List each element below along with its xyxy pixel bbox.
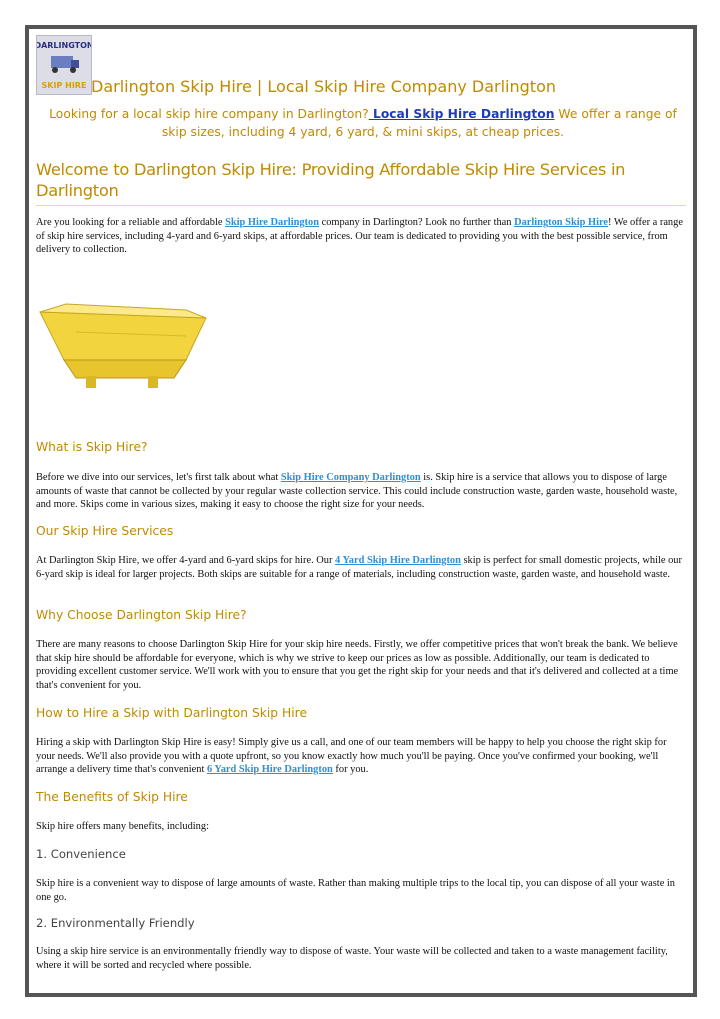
how-text-2: for you. [332, 764, 369, 776]
what-is-skip-hire-heading: What is Skip Hire? [36, 440, 148, 454]
6-yard-skip-link[interactable]: 6 Yard Skip Hire Darlington [206, 764, 333, 776]
skip-hire-company-link[interactable]: Skip Hire Company Darlington [280, 472, 421, 483]
services-heading: Our Skip Hire Services [36, 524, 174, 538]
tagline-text-end: We offer a range of skip sizes, including 4 yard, 6 yard, & mini skips, at cheap prices. [161, 107, 677, 139]
what-is-skip-hire-paragraph [36, 471, 688, 512]
why-choose-paragraph: There are many reasons to choose Darlington Skip Hire for your skip hire needs. Firstly, we offer competitive prices that won't break the bank. We believe that skip hire should be affordable for everyone, which is why we strive to keep our prices as low as possible. Additionally, our team is dedicated to providing excellent customer service. We'll work with you to ensure that you get the right skip for your needs and that it's delivered and collected at a time that's convenient for you. [36, 639, 679, 691]
logo-text-bottom: SKIP HIRE [41, 81, 87, 90]
intro-text-3: ! We offer a range of skip hire services, including 4-yard and 6-yard skips, at affordable prices. Our team is dedicated to providing you with the best possible service, from delivery to collection. [36, 217, 683, 256]
tagline-link[interactable]: Local Skip Hire Darlington [368, 107, 555, 121]
services-paragraph [36, 554, 688, 581]
logo-text-top: DARLINGTON [37, 41, 91, 50]
how-to-hire-heading: How to Hire a Skip with Darlington Skip Hire [36, 706, 308, 720]
convenience-paragraph: Skip hire is a convenient way to dispose of large amounts of waste. Rather than making multiple trips to the local tip, you can dispose of all your waste in one go. [36, 878, 675, 903]
heading-divider [36, 205, 686, 206]
what-is-text-2: is. Skip hire is a service that allows you to dispose of large amounts of waste that cannot be collected by your regular waste collection service. This could include construction waste, garden waste, household waste, and more. Skips come in various sizes, making it easy to choose the right size for your needs. [36, 472, 678, 511]
intro-text-2: company in Darlington? Look no further than [319, 217, 515, 228]
environment-paragraph: Using a skip hire service is an environmentally friendly way to dispose of waste. Your waste will be collected and taken to a waste management facility, where it will be sorted and recycled where possible. [36, 946, 668, 971]
services-text-1: At Darlington Skip Hire, we offer 4-yard and 6-yard skips for hire. Our [36, 555, 336, 566]
how-to-hire-paragraph [36, 736, 688, 777]
benefits-heading: The Benefits of Skip Hire [36, 790, 188, 804]
tagline [37, 105, 689, 141]
4-yard-skip-link[interactable]: 4 Yard Skip Hire Darlington [335, 555, 461, 566]
company-logo[interactable] [36, 35, 92, 95]
environment-heading: 2. Environmentally Friendly [36, 916, 195, 930]
skip-hire-darlington-link[interactable]: Skip Hire Darlington [225, 217, 319, 228]
tagline-text-start: Looking for a local skip hire company in Darlington? [49, 107, 369, 121]
darlington-skip-hire-link[interactable]: Darlington Skip Hire [514, 217, 608, 228]
convenience-heading: 1. Convenience [36, 847, 126, 861]
intro-paragraph [36, 216, 688, 257]
services-text-2: skip is perfect for small domestic projects, while our 6-yard skip is ideal for larger projects. Both skips are suitable for a range of materials, including construction waste, garden waste, and household waste. [36, 555, 682, 580]
intro-text-1: Are you looking for a reliable and affordable [36, 217, 226, 228]
why-choose-heading: Why Choose Darlington Skip Hire? [36, 608, 247, 622]
page-frame [25, 25, 697, 997]
how-text-1: Hiring a skip with Darlington Skip Hire is easy! Simply give us a call, and one of our team members will be happy to help you choose the right skip for your needs. We'll also provide you with a quote upfront, so you know exactly how much you'll be paying. Once you've confirmed your booking, we'll arrange a delivery time that's convenient [36, 737, 667, 776]
benefits-paragraph: Skip hire offers many benefits, including: [36, 821, 209, 832]
what-is-text-1: Before we dive into our services, let's first talk about what [36, 472, 281, 483]
site-title: Darlington Skip Hire | Local Skip Hire Company Darlington [91, 77, 556, 96]
main-heading: Welcome to Darlington Skip Hire: Providing Affordable Skip Hire Services in Darlington [36, 160, 626, 200]
yellow-skip-image [36, 302, 216, 399]
